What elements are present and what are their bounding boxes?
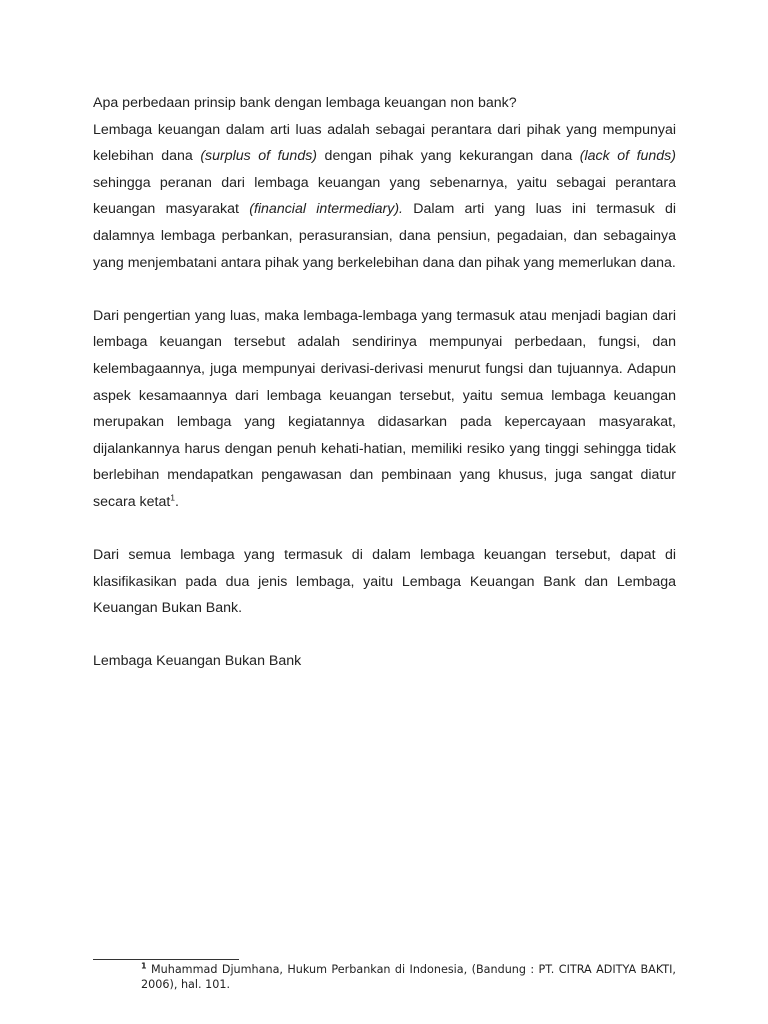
- para1-italic-2: (lack of funds): [579, 148, 676, 165]
- footnote-separator: [93, 959, 239, 960]
- paragraph-1: [93, 117, 676, 277]
- para1-italic-1: (surplus of funds): [200, 148, 318, 165]
- footnote-reference[interactable]: 1: [170, 492, 176, 503]
- para1-text-1: Lembaga keuangan dalam arti luas adalah sebagai perantara dari pihak yang mempunyai kelebihan dana: [93, 121, 676, 165]
- section-heading-text: Lembaga Keuangan Bukan Bank: [93, 653, 302, 670]
- footnote: [141, 962, 676, 992]
- para2-text: Dari pengertian yang luas, maka lembaga-lembaga yang termasuk atau menjadi bagian dari lembaga keuangan tersebut adalah sendirinya mempunyai perbedaan, fungsi, dan kelembagaannya, juga mempunyai derivasi-derivasi menurut fungsi dan tujuannya. Adapun aspek kesamaannya dari lembaga keuangan tersebut, yaitu semua lembaga keuangan merupakan lembaga yang kegiatannya didasarkan pada kepercayaan masyarakat, dijalankannya harus dengan penuh kehati-hatian, memiliki resiko yang tinggi sehingga tidak berlebihan mendapatkan pengawasan dan pembinaan yang khusus, juga sangat diatur secara ketat: [93, 307, 676, 510]
- paragraph-2: [93, 303, 676, 516]
- para1-text-4: Dalam arti yang luas ini termasuk di dalamnya lembaga perbankan, perasuransian, dana pensiun, pegadaian, dan sebagainya yang menjembatani antara pihak yang berkelebihan dana dan pihak yang memerlukan dana.: [93, 201, 676, 271]
- footnote-number: 1: [141, 961, 147, 971]
- question-line: [93, 90, 676, 117]
- para1-text-3: sehingga peranan dari lembaga keuangan yang sebenarnya, yaitu sebagai perantara keuangan masyarakat: [93, 174, 676, 218]
- document-body: [93, 90, 676, 675]
- para1-text-2: dengan pihak yang kekurangan dana: [317, 148, 580, 165]
- footnote-text: Muhammad Djumhana, Hukum Perbankan di Indonesia, (Bandung : PT. CITRA ADITYA BAKTI, 2006), hal. 101.: [141, 963, 676, 991]
- question-text: Apa perbedaan prinsip bank dengan lembaga keuangan non bank?: [93, 95, 517, 111]
- para1-italic-3: (financial intermediary).: [249, 201, 403, 218]
- para2-end: .: [175, 493, 179, 510]
- para3-text: Dari semua lembaga yang termasuk di dalam lembaga keuangan tersebut, dapat di klasifikasikan pada dua jenis lembaga, yaitu Lembaga Keuangan Bank dan Lembaga Keuangan Bukan Bank.: [93, 547, 676, 617]
- section-heading: [93, 648, 676, 675]
- paragraph-3: [93, 542, 676, 622]
